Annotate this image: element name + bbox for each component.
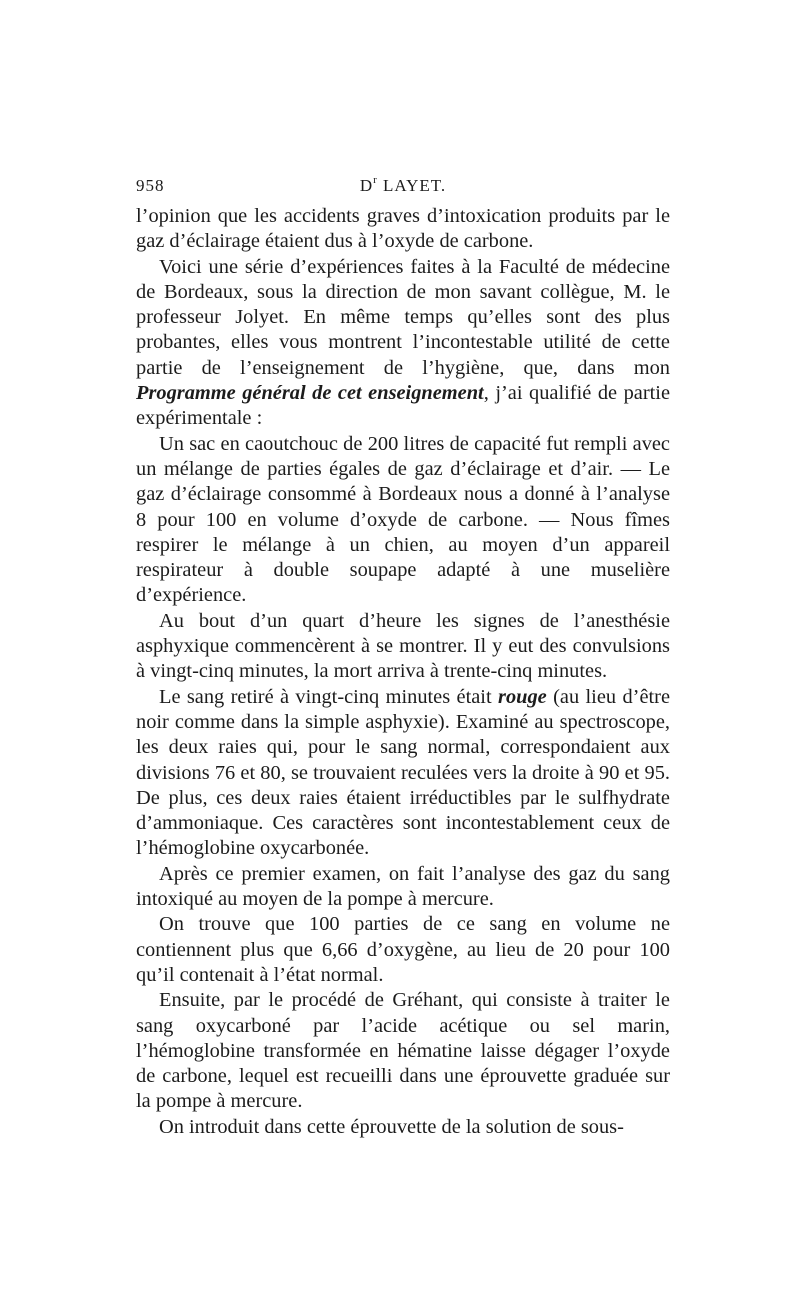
author-prefix: D [359,176,374,195]
body-text [136,204,670,1140]
italic-title: Programme général de cet enseignement [136,382,484,405]
author-superscript: r [373,174,378,186]
paragraph [136,255,670,432]
paragraph: Ensuite, par le procédé de Gréhant, qui consiste à traiter le sang oxycarboné par l’acide acétique ou sel marin, l’hémoglobine transformée en hématine laisse dégager l’oxyde de carbone, lequel est recueilli dans une éprouvette graduée sur la pompe à mercure. [136,989,670,1113]
paragraph [136,685,670,862]
book-page [136,170,670,1140]
paragraph: On trouve que 100 parties de ce sang en volume ne contiennent plus que 6,66 d’oxygène, au lieu de 20 pour 100 qu’il contenait à l’état normal. [136,913,670,986]
paragraph: On introduit dans cette éprouvette de la solution de sous- [159,1115,624,1138]
page-number: 958 [136,176,165,195]
running-head [136,170,670,204]
italic-word: rouge [498,685,547,708]
author-name: LAYET. [377,176,447,195]
paragraph-text: (au lieu d’être noir comme dans la simple asphyxie). Examiné au spectroscope, les deux raies qui, pour le sang normal, correspondaient aux divisions 76 et 80, se trouvaient reculées vers la droite à 90 et 95. De plus, ces deux raies étaient irréductibles par le sulfhydrate d’ammoniaque. Ces caractères sont incontestablement ceux de l’hémoglobine oxycarbonée. [136,685,670,860]
paragraph-text: Le sang retiré à vingt-cinq minutes était [159,685,499,708]
paragraph: l’opinion que les accidents graves d’intoxication produits par le gaz d’éclairage étaient dus à l’oxyde de carbone. [136,205,670,253]
paragraph-text: Voici une série d’expériences faites à la Faculté de médecine de Bordeaux, sous la direction de mon savant collègue, M. le professeur Jolyet. En même temps qu’elles sont des plus probantes, elles vous montrent l’incontestable utilité de cette partie de l’enseignement de l’hygiène, que, dans mon [136,255,670,379]
paragraph: Un sac en caoutchouc de 200 litres de capacité fut rempli avec un mélange de parties égales de gaz d’éclairage et d’air. — Le gaz d’éclairage consommé à Bordeaux nous a donné à l’analyse 8 pour 100 en volume d’oxyde de carbone. — Nous fîmes respirer le mélange à un chien, au moyen d’un appareil respirateur à double soupape adapté à une muselière d’expérience. [136,432,670,607]
paragraph-text: , j’ai qualifié de partie expérimentale : [136,382,670,430]
paragraph: Après ce premier examen, on fait l’analyse des gaz du sang intoxiqué au moyen de la pompe à mercure. [136,862,670,911]
paragraph: Au bout d’un quart d’heure les signes de l’anesthésie asphyxique commencèrent à se montrer. Il y eut des convulsions à vingt-cinq minutes, la mort arriva à trente-cinq minutes. [136,609,670,683]
running-title [136,176,670,196]
